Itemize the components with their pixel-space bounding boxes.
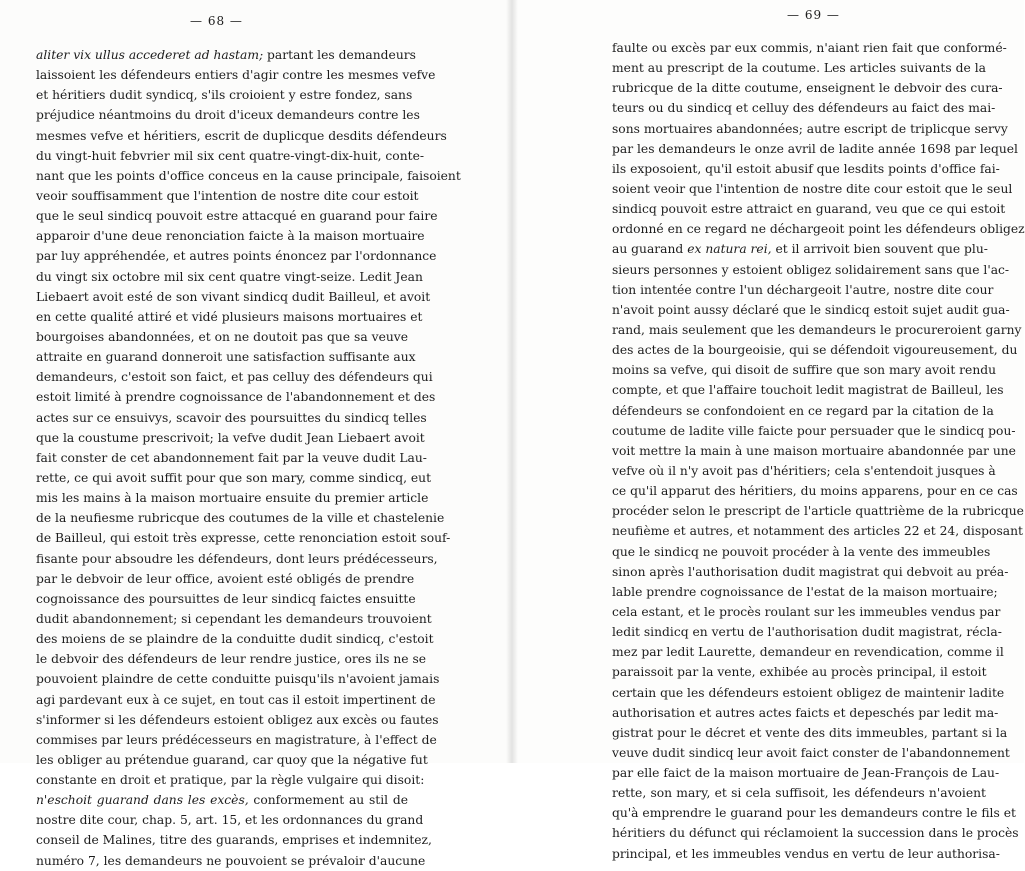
line-text: mez par ledit Laurette, demandeur en revendication, comme il: [612, 645, 1004, 660]
text-line: [36, 347, 416, 367]
line-text: que la coustume prescrivoit; la vefve dudit Jean Liebaert avoit: [36, 430, 425, 445]
text-line: [36, 65, 436, 85]
line-text: mesmes vefve et héritiers, escrit de duplicque desdits défendeurs: [36, 128, 447, 143]
line-text: attraite en guarand donneroit une satisfaction suffisante aux: [36, 350, 416, 365]
text-line: [612, 380, 1004, 400]
text-line: [36, 488, 429, 508]
left-page: [0, 0, 512, 868]
text-line: [612, 481, 1018, 501]
line-text: paraissoit par la vente, exhibée au procès principal, il estoit: [612, 665, 987, 680]
text-line: [612, 58, 986, 78]
text-line: [612, 723, 1008, 743]
right-page: [512, 0, 1025, 861]
text-line: [36, 589, 416, 609]
text-line: [36, 508, 445, 528]
text-line: [36, 428, 425, 448]
latin-phrase: aliter vix ullus accederet ad hastam;: [36, 48, 264, 62]
text-line: [36, 307, 423, 327]
text-line: [612, 562, 1009, 582]
text-line: [36, 206, 438, 226]
text-line: [612, 119, 1008, 139]
line-text: ledit sindicq en vertu de l'authorisation dudit magistrat, récla-: [612, 625, 1002, 640]
line-text: les obliger au prétendue guarand, car quoy que la négative fut: [36, 752, 428, 767]
text-line: [36, 669, 440, 689]
text-line: [36, 770, 425, 790]
text-line: [36, 830, 432, 850]
text-line: [612, 844, 1000, 864]
line-text: partant les demandeurs: [263, 48, 416, 62]
line-text: neufième et autres, et notamment des articles 22 et 24, disposant: [612, 524, 1023, 539]
text-line: [612, 683, 1005, 703]
text-line: [36, 609, 432, 629]
line-text: que le sindicq ne pouvoit procéder à la vente des immeubles: [612, 544, 991, 559]
line-text: fisante pour absoudre les défendeurs, dont leurs prédécesseurs,: [36, 551, 438, 566]
text-line: [612, 139, 1018, 159]
line-text: ment au prescript de la coutume. Les articles suivants de la: [612, 61, 986, 76]
line-text: agi pardevant eux à ce sujet, en tout cas il estoit impertinent de: [36, 692, 436, 707]
line-text: rette, son mary, et si cela suffisoit, les défendeurs n'avoient: [612, 786, 986, 801]
latin-phrase: n'eschoit guarand dans les excès,: [36, 793, 249, 808]
line-text: sons mortuaires abandonnées; autre escript de triplicque servy: [612, 121, 1008, 136]
line-text: qu'à emprendre le guarand pour les demandeurs contre le fils et: [612, 806, 1016, 821]
text-line: [36, 267, 423, 287]
line-text: de Bailleul, qui estoit très expresse, cette renonciation estoit souf-: [36, 531, 451, 546]
text-line: [612, 763, 1000, 783]
line-text: compte, et que l'affaire touchoit ledit magistrat de Bailleul, les: [612, 383, 1004, 398]
line-text: sieurs personnes y estoient obligez solidairement sans que l'ac-: [612, 262, 1010, 277]
line-text: par luy appréhendée, et autres points énoncez par l'ordonnance: [36, 249, 437, 264]
right-page-text: [612, 38, 1025, 864]
text-line: [612, 38, 1007, 58]
page-number-right: — 69 —: [787, 8, 840, 22]
line-text: par le debvoir de leur office, avoient esté obligés de prendre: [36, 571, 415, 586]
line-text: de la neufiesme rubricque des coutumes de la ville et chastelenie: [36, 511, 445, 526]
line-text: certain que les défendeurs estoient obligez de maintenir ladite: [612, 685, 1005, 700]
text-line: [36, 810, 424, 830]
text-line: [612, 179, 1013, 199]
line-text: des moiens de se plaindre de la conduitte dudit sindicq, c'estoit: [36, 632, 434, 647]
text-line: [612, 803, 1016, 823]
line-text: par elle faict de la maison mortuaire de Jean-François de Lau-: [612, 766, 1000, 781]
text-line: [36, 387, 436, 407]
line-text: tion intentée contre l'un déchargeoit l'autre, nostre dite cour: [612, 282, 994, 297]
line-text: numéro 7, les demandeurs ne pouvoient se prévaloir d'aucune: [36, 853, 426, 868]
line-text: le debvoir des défendeurs de leur rendre justice, ores ils ne se: [36, 652, 427, 667]
text-line: [612, 542, 991, 562]
line-text: principal, et les immeubles vendus en vertu de leur authorisa-: [612, 846, 1000, 861]
text-line: [36, 226, 425, 246]
line-text: actes sur ce ensuivys, scavoir des poursuittes du sindicq telles: [36, 410, 427, 425]
text-line: [36, 287, 431, 307]
page-number-left: — 68 —: [190, 14, 243, 28]
text-line: [36, 448, 427, 468]
text-line: [36, 45, 416, 65]
line-text: lable prendre cognoissance de l'estat de la maison mortuaire;: [612, 584, 998, 599]
text-line: [612, 521, 1023, 541]
text-line: [36, 549, 438, 569]
text-line: [36, 105, 420, 125]
text-line: [612, 743, 1010, 763]
text-line: [36, 468, 432, 488]
line-text: et il arrivoit bien souvent que plu-: [771, 242, 988, 257]
text-line: [612, 219, 1025, 239]
text-line: [612, 300, 1010, 320]
line-text: des actes de la bourgeoisie, qui se défendoit vigoureusement, du: [612, 343, 1018, 358]
text-line: [36, 166, 461, 186]
line-text: conformement au stil de: [248, 793, 408, 808]
line-text: en cette qualité attiré et vidé plusieurs maisons mortuaires et: [36, 309, 423, 324]
text-line: [612, 421, 1016, 441]
text-line: [36, 851, 426, 871]
latin-phrase: ex natura rei,: [687, 242, 772, 257]
line-text: vefve où il n'y avoit pas d'héritiers; cela s'entendoit jusques à: [612, 463, 996, 478]
line-text: authorisation et autres actes faicts et depeschés par ledit ma-: [612, 705, 999, 720]
line-text: demandeurs, c'estoit son faict, et pas celluy des défendeurs qui: [36, 370, 433, 385]
text-line: [36, 649, 427, 669]
text-line: [612, 642, 1004, 662]
line-text: fait conster de cet abandonnement fait par la veuve dudit Lau-: [36, 450, 427, 465]
text-line: [36, 186, 419, 206]
line-text: coutume de ladite ville faicte pour persuader que le sindicq pou-: [612, 423, 1016, 438]
text-line: [612, 441, 1016, 461]
line-text: procéder selon le prescript de l'article quattrième de la rubricque: [612, 504, 1024, 519]
text-line: [612, 783, 986, 803]
line-text: ils exposoient, qu'il estoit abusif que lesdits points d'office fai-: [612, 161, 1000, 176]
text-line: [36, 629, 434, 649]
line-text: du vingt-huit febvrier mil six cent quatre-vingt-dix-huit, conte-: [36, 148, 425, 163]
line-text: du vingt six octobre mil six cent quatre vingt-seize. Ledit Jean: [36, 269, 423, 284]
line-text: estoit limité à prendre cognoissance de l'abandonnement et des: [36, 390, 436, 405]
text-line: [36, 246, 437, 266]
line-text: conseil de Malines, titre des guarands, emprises et indemnitez,: [36, 833, 432, 848]
line-text: pouvoient plaindre de cette conduitte puisqu'ils n'avoient jamais: [36, 672, 440, 687]
text-line: [36, 408, 427, 428]
text-line: [612, 98, 996, 118]
line-text: par les demandeurs le onze avril de ladite année 1698 par lequel: [612, 141, 1018, 156]
line-text: nostre dite cour, chap. 5, art. 15, et les ordonnances du grand: [36, 813, 424, 828]
text-line: [36, 569, 415, 589]
line-text: rubricque de la ditte coutume, enseignent le debvoir des cura-: [612, 81, 1003, 96]
line-text: cela estant, et le procès roulant sur les immeubles vendus par: [612, 604, 1001, 619]
line-text: laissoient les défendeurs entiers d'agir contre les mesmes vefve: [36, 68, 436, 83]
line-text: héritiers du défunct qui réclamoient la succession dans le procès: [612, 826, 1019, 841]
text-line: [612, 602, 1001, 622]
line-text: faulte ou excès par eux commis, n'aiant rien fait que conformé-: [612, 41, 1007, 55]
line-text: ce qu'il apparut des héritiers, du moins apparens, pour en ce cas: [612, 484, 1018, 499]
text-line: [612, 199, 1006, 219]
line-text: voit mettre la main à une maison mortuaire abandonnée par une: [612, 443, 1016, 458]
text-line: [36, 85, 413, 105]
text-line: [612, 662, 986, 682]
line-text: préjudice néantmoins du droit d'iceux demandeurs contre les: [36, 108, 420, 123]
text-line: [612, 461, 996, 481]
line-text: veuve dudit sindicq leur avoit faict conster de l'abandonnement: [612, 745, 1010, 760]
text-line: [36, 367, 433, 387]
line-text: Liebaert avoit esté de son vivant sindicq dudit Bailleul, et avoit: [36, 289, 431, 304]
line-text: soient veoir que l'intention de nostre dite cour estoit que le seul: [612, 181, 1013, 196]
text-line: [612, 360, 997, 380]
line-text: dudit abandonnement; si cependant les demandeurs trouvoient: [36, 611, 432, 626]
text-line: [612, 260, 1010, 280]
line-text: moins sa vefve, qui disoit de suffire que son mary avoit rendu: [612, 363, 997, 378]
text-line: [36, 146, 425, 166]
line-text: gistrat pour le décret et vente des dits immeubles, partant si la: [612, 725, 1008, 740]
line-text: ordonné en ce regard ne déchargeoit point les défendeurs obligez: [612, 222, 1025, 237]
text-line: [36, 790, 408, 810]
line-text: n'avoit point aussy déclaré que le sindicq estoit sujet audit gua-: [612, 302, 1010, 317]
text-line: [36, 327, 408, 347]
text-line: [612, 340, 1018, 360]
text-line: [36, 750, 428, 770]
text-line: [612, 582, 998, 602]
line-prefix: au guarand: [612, 242, 688, 257]
line-text: sindicq pouvoit estre attraict en guarand, veu que ce qui estoit: [612, 202, 1006, 217]
line-text: et héritiers dudit syndicq, s'ils croioient y estre fondez, sans: [36, 88, 413, 103]
line-text: nant que les points d'office conceus en la cause principale, faisoient: [36, 168, 461, 183]
text-line: [36, 528, 451, 548]
text-line: [612, 401, 994, 421]
text-line: [612, 78, 1003, 98]
line-text: constante en droit et pratique, par la règle vulgaire qui disoit:: [36, 773, 425, 788]
text-line: [612, 280, 994, 300]
text-line: [612, 622, 1002, 642]
left-page-text: [36, 45, 461, 871]
line-text: apparoir d'une deue renonciation faicte à la maison mortuaire: [36, 229, 425, 244]
line-text: mis les mains à la maison mortuaire ensuite du premier article: [36, 491, 429, 506]
line-text: rand, mais seulement que les demandeurs le procureroient garny: [612, 322, 1022, 337]
text-line: [612, 501, 1024, 521]
text-line: [36, 730, 437, 750]
text-line: [36, 126, 447, 146]
line-text: teurs ou du sindicq et celluy des défendeurs au faict des mai-: [612, 101, 996, 116]
text-line: [36, 710, 439, 730]
line-text: veoir souffisamment que l'intention de nostre dite cour estoit: [36, 188, 419, 203]
text-line: [612, 703, 999, 723]
book-gutter: [506, 0, 518, 763]
text-line: [612, 823, 1019, 843]
line-text: rette, ce qui avoit suffit pour que son mary, comme sindicq, eut: [36, 470, 432, 485]
line-text: cognoissance des poursuittes de leur sindicq faictes ensuitte: [36, 591, 416, 606]
line-text: bourgoises abandonnées, et on ne doutoit pas que sa veuve: [36, 329, 408, 344]
text-line: [612, 159, 1000, 179]
line-text: s'informer si les défendeurs estoient obligez aux excès ou fautes: [36, 712, 439, 727]
text-line: [612, 239, 986, 259]
line-text: commises par leurs prédécesseurs en magistrature, à l'effect de: [36, 732, 437, 747]
line-text: défendeurs se confondoient en ce regard par la citation de la: [612, 403, 994, 418]
line-text: que le seul sindicq pouvoit estre attacqué en guarand pour faire: [36, 209, 438, 224]
text-line: [36, 690, 436, 710]
line-text: sinon après l'authorisation dudit magistrat qui debvoit au préa-: [612, 564, 1009, 579]
text-line: [612, 320, 1022, 340]
